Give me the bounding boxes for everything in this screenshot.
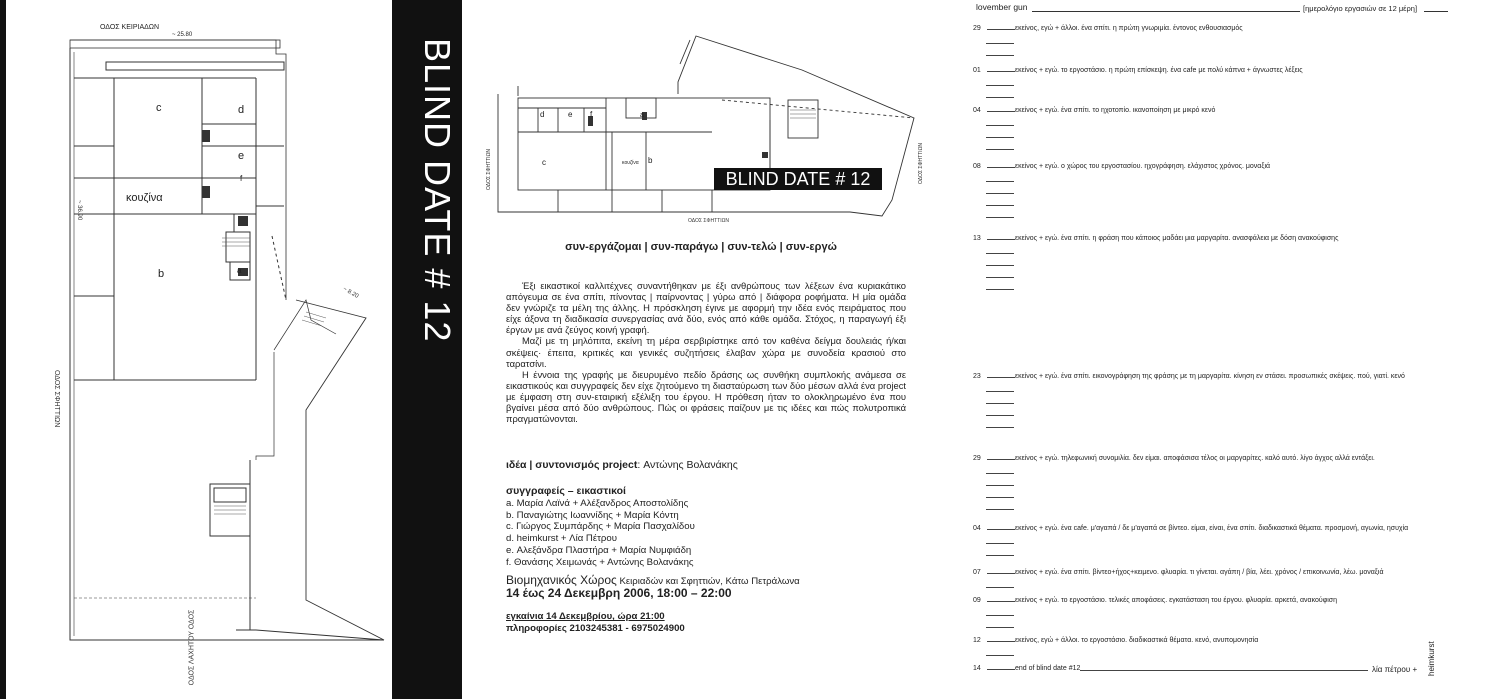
- entry-blank: [987, 104, 1015, 112]
- entry-day: 04: [973, 525, 981, 532]
- entry-text: εκείνος, εγώ + άλλοι. το εργοστάσιο. διαδικαστικά θέματα. κενό, ανυπομονησία: [1015, 637, 1259, 644]
- blank-line: [986, 615, 1014, 616]
- list-item: a. Μαρία Λαϊνά + Αλέξανδρος Αποστολίδης: [506, 498, 689, 509]
- blank-line: [986, 253, 1014, 254]
- dimension-right: ~ 8.20: [341, 286, 360, 300]
- venue-address: Κειριαδών και Σφηττιών, Κάτω Πετράλωνα: [616, 576, 800, 587]
- room-b-label: b: [158, 268, 165, 280]
- street-label-left: ΟΔΟΣ ΣΦΗΤΤΙΩΝ: [53, 370, 60, 428]
- floor-plan-panel: [0, 0, 398, 699]
- mini-street-left: ΟΔΟΣ ΣΦΗΤΤΙΩΝ: [486, 149, 492, 190]
- entry-text: εκείνος + εγώ. το εργοστάσιο. η πρώτη επίσκεψη. ένα cafe με πολύ κάπνα + άγνωστες λέξεις: [1015, 67, 1303, 74]
- blank-line: [986, 627, 1014, 628]
- list-item: [973, 232, 1338, 242]
- flyer-panel: [462, 0, 940, 699]
- mini-room-a: a: [640, 112, 644, 119]
- mini-room-d: d: [540, 110, 545, 119]
- list-item: [973, 104, 1215, 114]
- entry-text: εκείνος + εγώ. ένα σπίτι. η φράση που κάποιος μαδάει μια μαργαρίτα. ανασφάλεια με δόση ανακούφισης: [1015, 235, 1339, 242]
- venue-name: Βιομηχανικός Χώρος: [506, 573, 617, 587]
- list-item: [973, 594, 1337, 604]
- blank-line: [986, 403, 1014, 404]
- blank-line: [986, 543, 1014, 544]
- list-item: b. Παναγιώτης Ιωαννίδης + Μαρία Κόντη: [506, 509, 679, 521]
- blank-line: [986, 391, 1014, 392]
- spine-bar: [392, 0, 462, 699]
- street-label-top: ΟΔΟΣ ΚΕΙΡΙΑΔΩΝ: [100, 24, 160, 31]
- entry-text: end of blind date #12: [1015, 665, 1081, 672]
- mini-room-e: e: [568, 110, 573, 119]
- list-item: [973, 64, 1303, 74]
- blind-date-banner: BLIND DATE # 12: [714, 168, 882, 190]
- blank-line: [986, 193, 1014, 194]
- room-a-label: a: [237, 266, 242, 275]
- room-c-label: c: [156, 102, 162, 114]
- blank-line: [986, 415, 1014, 416]
- mini-floor-plan: [462, 0, 940, 230]
- body-paragraph: Η έννοια της γραφής με διευρυμένο πεδίο δράσης ως συνθήκη συμπλοκής ανάμεσα σε εικαστικούς και συγγραφείς δεν είχε ζητούμενο τη διασταύρωση των δύο μέσων αλλά ένα project με έμφαση στη συν-εταιρική εξέλιξη του έργου. Η πρόθεση ήταν το ολοκληρωμένο ένα που βγαίνει μέσα από δύο ανθρώπους. Πώς οι φράσεις παίζουν με τις ιδέες και πώς πολυτροπικά πραγματώνονται.: [506, 368, 906, 425]
- list-item: [973, 370, 1405, 380]
- room-f-label: f: [240, 174, 243, 183]
- entry-text: εκείνος, εγώ + άλλοι. ένα σπίτι. η πρώτη γνωριμία. έντονος ενθουσιασμός: [1015, 25, 1243, 32]
- entry-day: 07: [973, 569, 981, 576]
- entry-day: 09: [973, 597, 981, 604]
- blank-line: [986, 485, 1014, 486]
- entry-text: εκείνος + εγώ. τηλεφωνική συνομιλία. δεν είμαι. αποφάσισα τέλος οι μαργαρίτες. καλό αυτό. λίγο άγχος αλλά εντάξει.: [1015, 455, 1375, 462]
- entry-day: 23: [973, 373, 981, 380]
- blank-line: [986, 43, 1014, 44]
- flyer-body: [506, 280, 906, 424]
- note-underline: [1424, 11, 1448, 12]
- blank-line: [986, 205, 1014, 206]
- diary-note: [ημερολόγιο εργασιών σε 12 μέρη]: [1303, 4, 1418, 13]
- entry-blank: [987, 64, 1015, 72]
- contact-info: πληροφορίες 2103245381 - 6975024900: [506, 623, 685, 634]
- entry-blank: [987, 452, 1015, 460]
- entry-blank: [987, 370, 1015, 378]
- writers-heading: συγγραφείς – εικαστικοί: [506, 485, 626, 497]
- entry-day: 08: [973, 163, 981, 170]
- entry-blank: [987, 662, 1015, 670]
- list-item: [973, 160, 1270, 170]
- entry-day: 04: [973, 107, 981, 114]
- diary-panel: [940, 0, 1500, 699]
- blank-line: [986, 555, 1014, 556]
- diary-title: lovember gun: [976, 2, 1028, 12]
- body-paragraph: Έξι εικαστικοί καλλιτέχνες συναντήθηκαν με έξι ανθρώπους των λέξεων ένα κυριακάτικο απόγευμα σε ένα σπίτι, πίνοντας | παίρνοντας | γύρω από | διάφορα ροφήματα. Η μία ομάδα δεν γνώριζε τα μέλη της άλλης. Η πρόσκληση έγινε με αφορμή την ιδέα ενός πειράματος που είχε άξονα τη διαδικασία συνεργασίας ανά δύο, ενός από κάθε ομάδα. Στόχος, η παραγωγή έξι έργων με ανά ζεύγος κοινή γραφή.: [506, 280, 906, 336]
- kitchen-label: κουζίνα: [126, 192, 163, 204]
- list-item: d. heimkurst + Λία Πέτρου: [506, 533, 617, 545]
- blank-line: [986, 587, 1014, 588]
- mini-street-bottom: ΟΔΟΣ ΣΦΗΤΤΙΩΝ: [688, 218, 729, 224]
- signature-vertical: heimkurst: [1427, 641, 1436, 676]
- entry-blank: [987, 160, 1015, 168]
- entry-text: εκείνος + εγώ. ένα σπίτι. το ηχοτοπίο. ικανοποίηση με μικρό κενό: [1015, 107, 1216, 114]
- blank-line: [986, 217, 1014, 218]
- entry-day: 29: [973, 25, 981, 32]
- list-item: e. Αλεξάνδρα Πλαστήρα + Μαρία Νυμφιάδη: [506, 544, 692, 556]
- dimension-top: ~ 25.80: [172, 32, 193, 38]
- blank-line: [986, 125, 1014, 126]
- list-item: f. Θανάσης Χειμωνάς + Αντώνης Βολανάκης: [506, 556, 694, 568]
- spine-title: BLIND DATE # 12: [417, 38, 458, 343]
- mini-room-c: c: [542, 158, 546, 167]
- event-dates: 14 έως 24 Δεκεμβρη 2006, 18:00 – 22:00: [506, 586, 732, 600]
- mini-kitchen: κουζίνα: [622, 160, 639, 166]
- mini-room-b: b: [648, 156, 653, 165]
- venue: [506, 573, 800, 587]
- flyer-subtitle: συν-εργάζομαι | συν-παράγω | συν-τελώ | συν-εργώ: [565, 241, 837, 253]
- blank-line: [986, 427, 1014, 428]
- blank-line: [986, 473, 1014, 474]
- list-item: [973, 452, 1375, 462]
- idea-credit: [506, 459, 738, 471]
- entry-day: 01: [973, 67, 981, 74]
- entry-blank: [987, 566, 1015, 574]
- entry-text: εκείνος + εγώ. το εργοστάσιο. τελικές αποφάσεις. εγκατάσταση του έργου. φλυαρία. αρκετά, ανακούφιση: [1015, 597, 1338, 604]
- dimension-left: ~ 36.90: [76, 200, 82, 221]
- entry-text: εκείνος + εγώ. ο χώρος του εργοστασίου. ηχογράφηση. ελάχιστος χρόνος. μοναξιά: [1015, 163, 1271, 170]
- entry-day: 12: [973, 637, 981, 644]
- entry-blank: [987, 634, 1015, 642]
- street-label-bottom: ΟΔΟΣ ΛΑΧΗΤΟΥ ΟΔΟΣ: [188, 609, 196, 686]
- entry-day: 14: [973, 665, 981, 672]
- list-item: [973, 22, 1243, 32]
- list-item: [973, 634, 1258, 644]
- blank-line: [986, 655, 1014, 656]
- entry-day: 13: [973, 235, 981, 242]
- entry-blank: [987, 522, 1015, 530]
- entry-text: εκείνος + εγώ. ένα cafe. μ'αγαπά / δε μ'αγαπά σε βίντεο. είμαι, είναι, ένα σπίτι. διαδικαστικά θέματα. προσμονή, αγωνία, ησυχία: [1015, 525, 1409, 532]
- blank-line: [986, 277, 1014, 278]
- pairs-list: [506, 498, 695, 568]
- blank-line: [986, 97, 1014, 98]
- entry-day: 29: [973, 455, 981, 462]
- blank-line: [986, 289, 1014, 290]
- blank-line: [986, 265, 1014, 266]
- blank-line: [986, 497, 1014, 498]
- floor-plan-drawing: [6, 0, 398, 699]
- list-item: [973, 662, 1080, 672]
- entry-text: εκείνος + εγώ. ένα σπίτι. εικονογράφηση της φράσης με τη μαργαρίτα. κίνηση εν στάσει. προσωπικές σκέψεις. πού, γιατί. κενό: [1015, 373, 1405, 380]
- blank-line: [986, 85, 1014, 86]
- room-d-label: d: [238, 104, 245, 116]
- list-item: [973, 566, 1384, 576]
- idea-value: : Αντώνης Βολανάκης: [637, 459, 738, 471]
- entry-text: εκείνος + εγώ. ένα σπίτι. βίντεο+ήχος+κειμενο. φλυαρία. τι γίνεται. αγάπη / βία, λέει. χρόνος / επικοινωνία, λέω. μοναξιά: [1015, 569, 1384, 576]
- mini-room-f: f: [590, 110, 593, 119]
- opening-time: εγκαίνια 14 Δεκεμβρίου, ώρα 21:00: [506, 611, 665, 622]
- idea-label: ιδέα | συντονισμός project: [506, 459, 638, 471]
- list-item: [973, 522, 1408, 532]
- list-item: c. Γιώργος Συμπάρδης + Μαρία Πασχαλίδου: [506, 521, 695, 533]
- entry-blank: [987, 594, 1015, 602]
- blank-line: [986, 509, 1014, 510]
- body-paragraph: Μαζί με τη μηλόπιτα, εκείνη τη μέρα σερβιρίστηκε από τον καθένα δείγμα δουλειάς ή/και σκέψεις· έπειτα, κριτικές και γενικές συζητήσεις έλαβαν χώρα με συνοδεία κρασιού στο ταρατσίνι.: [506, 335, 906, 369]
- end-line: [1080, 670, 1368, 671]
- title-underline: [1032, 11, 1300, 12]
- signature: λία πέτρου +: [1372, 665, 1418, 674]
- room-e-label: e: [238, 150, 245, 162]
- blank-line: [986, 55, 1014, 56]
- blank-line: [986, 149, 1014, 150]
- blank-line: [986, 137, 1014, 138]
- entry-blank: [987, 22, 1015, 30]
- entry-blank: [987, 232, 1015, 240]
- blank-line: [986, 181, 1014, 182]
- mini-street-right: ΟΔΟΣ ΣΦΗΤΤΙΩΝ: [918, 143, 924, 184]
